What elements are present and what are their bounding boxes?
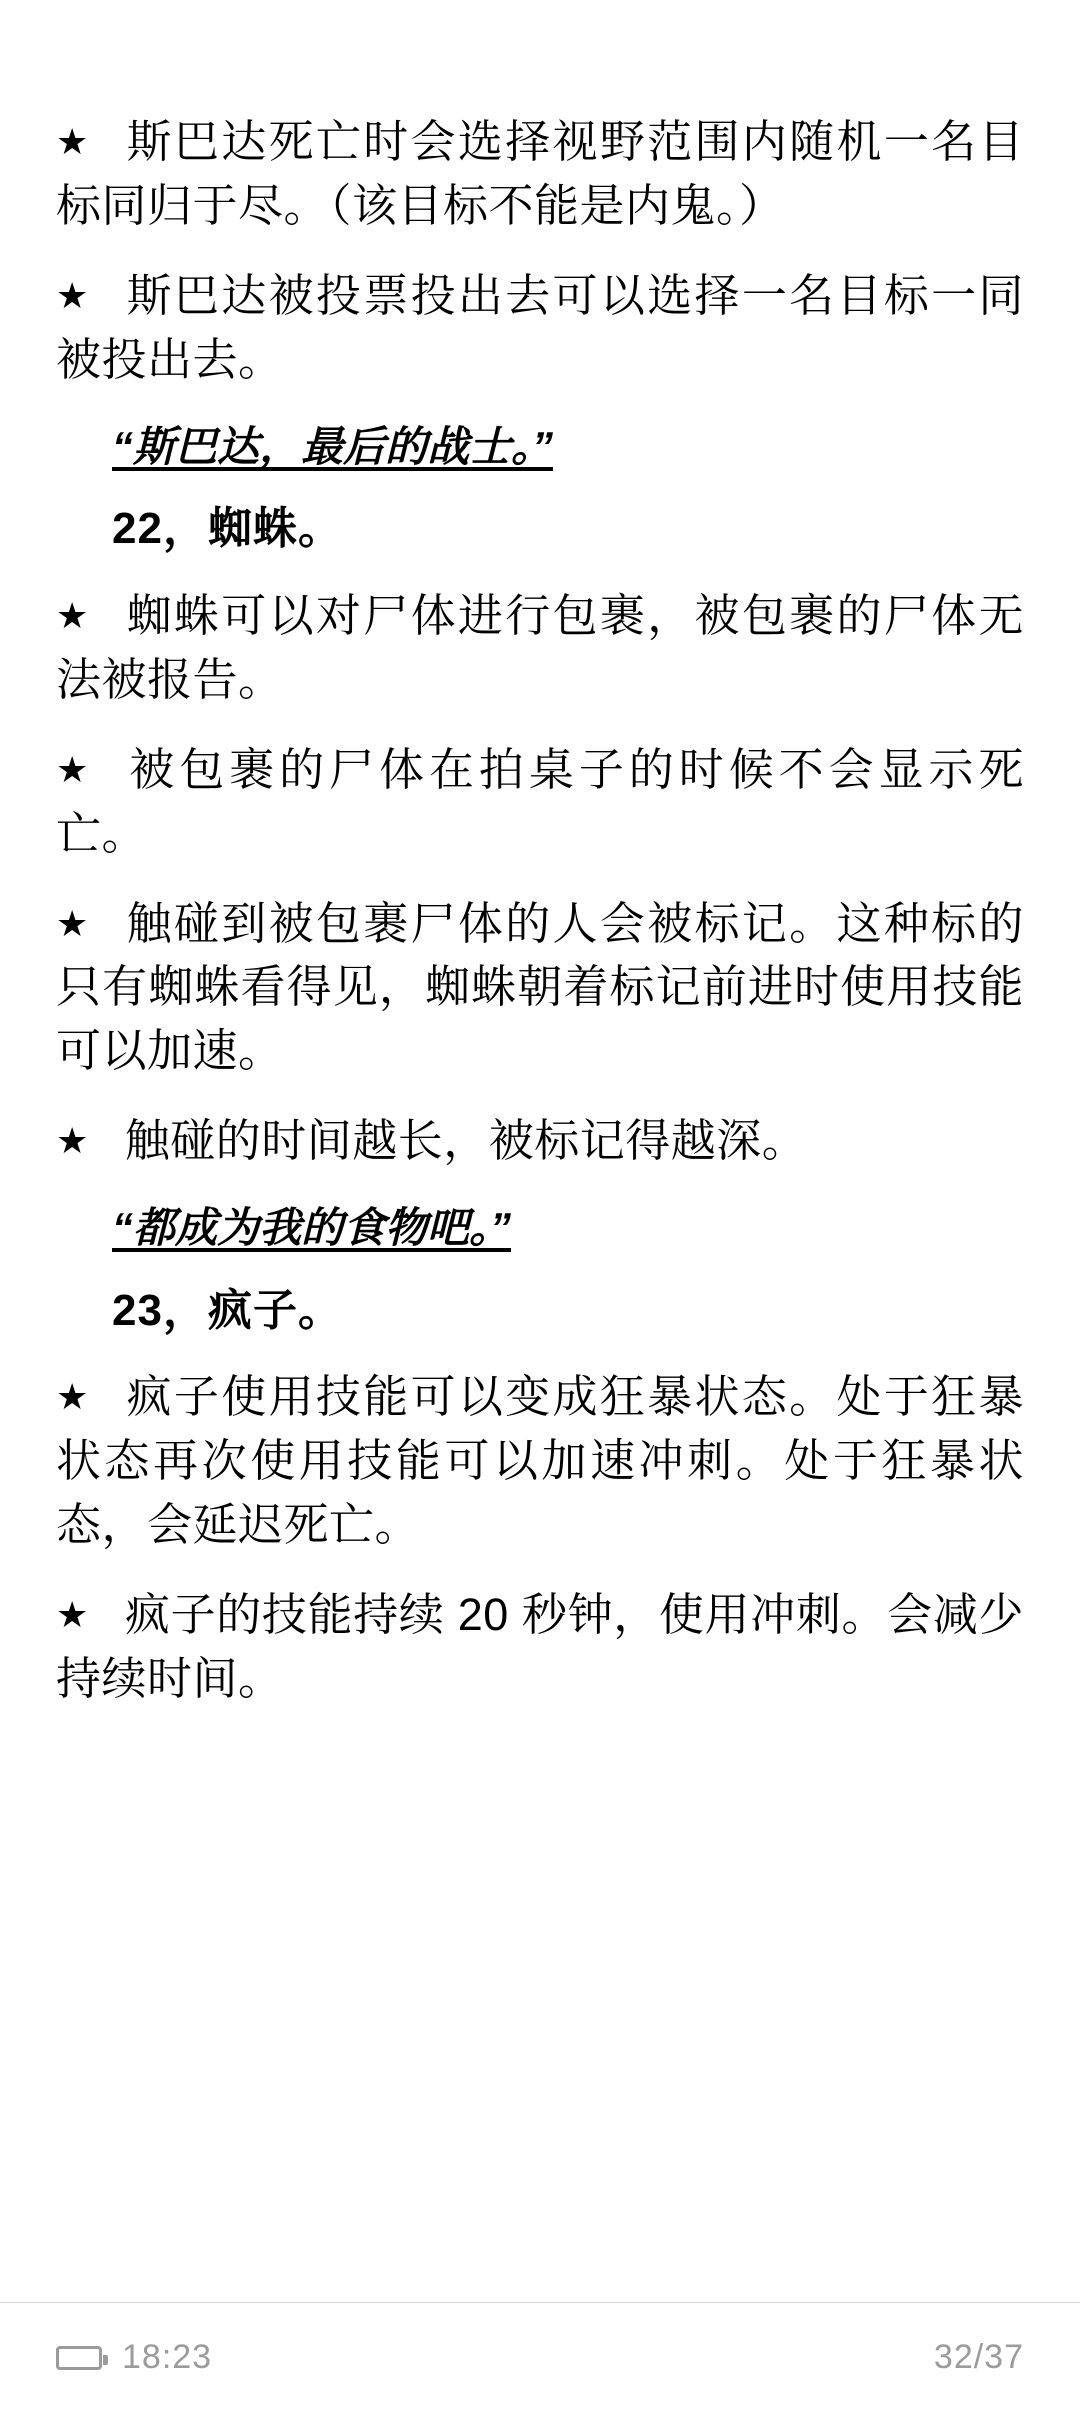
clock-label: 18:23 xyxy=(122,2338,213,2376)
list-item xyxy=(56,584,1024,712)
list-item xyxy=(56,892,1024,1084)
section-heading: 23，疯子。 xyxy=(112,1285,343,1335)
reader-footer xyxy=(0,2302,1080,2412)
flavor-quote: “斯巴达，最后的战士。” xyxy=(112,422,554,470)
list-item-text: 斯巴达被投票投出去可以选择一名目标一同被投出去。 xyxy=(56,269,1024,385)
list-item xyxy=(56,110,1024,238)
section-heading: 22，蜘蛛。 xyxy=(112,504,343,554)
star-icon: ★ xyxy=(56,594,91,636)
star-icon: ★ xyxy=(56,1594,89,1636)
list-item-text: 疯子使用技能可以变成狂暴状态。处于狂暴状态再次使用技能可以加速冲刺。处于狂暴状态，会延迟死亡。 xyxy=(56,1371,1024,1551)
list-item-text: 触碰的时间越长，被标记得越深。 xyxy=(124,1115,808,1167)
star-icon: ★ xyxy=(56,274,91,316)
list-item-text: 触碰到被包裹尸体的人会被标记。这种标的只有蜘蛛看得见，蜘蛛朝着标记前进时使用技能可以加速。 xyxy=(56,897,1024,1077)
list-item-text: 蜘蛛可以对尸体进行包裹，被包裹的尸体无法被报告。 xyxy=(56,589,1024,705)
list-item xyxy=(56,1365,1024,1557)
page-indicator: 32/37 xyxy=(933,2338,1024,2376)
star-icon: ★ xyxy=(56,1120,89,1162)
list-item xyxy=(56,1583,1024,1711)
footer-status xyxy=(56,2338,212,2377)
flavor-quote: “都成为我的食物吧。” xyxy=(112,1204,512,1252)
document-content xyxy=(56,110,1024,1711)
star-icon: ★ xyxy=(56,902,91,944)
list-item-text: 斯巴达死亡时会选择视野范围内随机一名目标同归于尽。（该目标不能是内鬼。） xyxy=(56,116,1024,231)
star-icon: ★ xyxy=(56,1376,91,1418)
star-icon: ★ xyxy=(56,121,91,162)
list-item-text: 疯子的技能持续 20 秒钟，使用冲刺。会减少持续时间。 xyxy=(56,1589,1024,1705)
list-item xyxy=(56,264,1024,392)
list-item xyxy=(56,738,1024,866)
list-item-text: 被包裹的尸体在拍桌子的时候不会显示死亡。 xyxy=(56,743,1024,859)
battery-icon xyxy=(56,2346,102,2370)
list-item xyxy=(56,1109,1024,1173)
star-icon: ★ xyxy=(56,748,94,790)
